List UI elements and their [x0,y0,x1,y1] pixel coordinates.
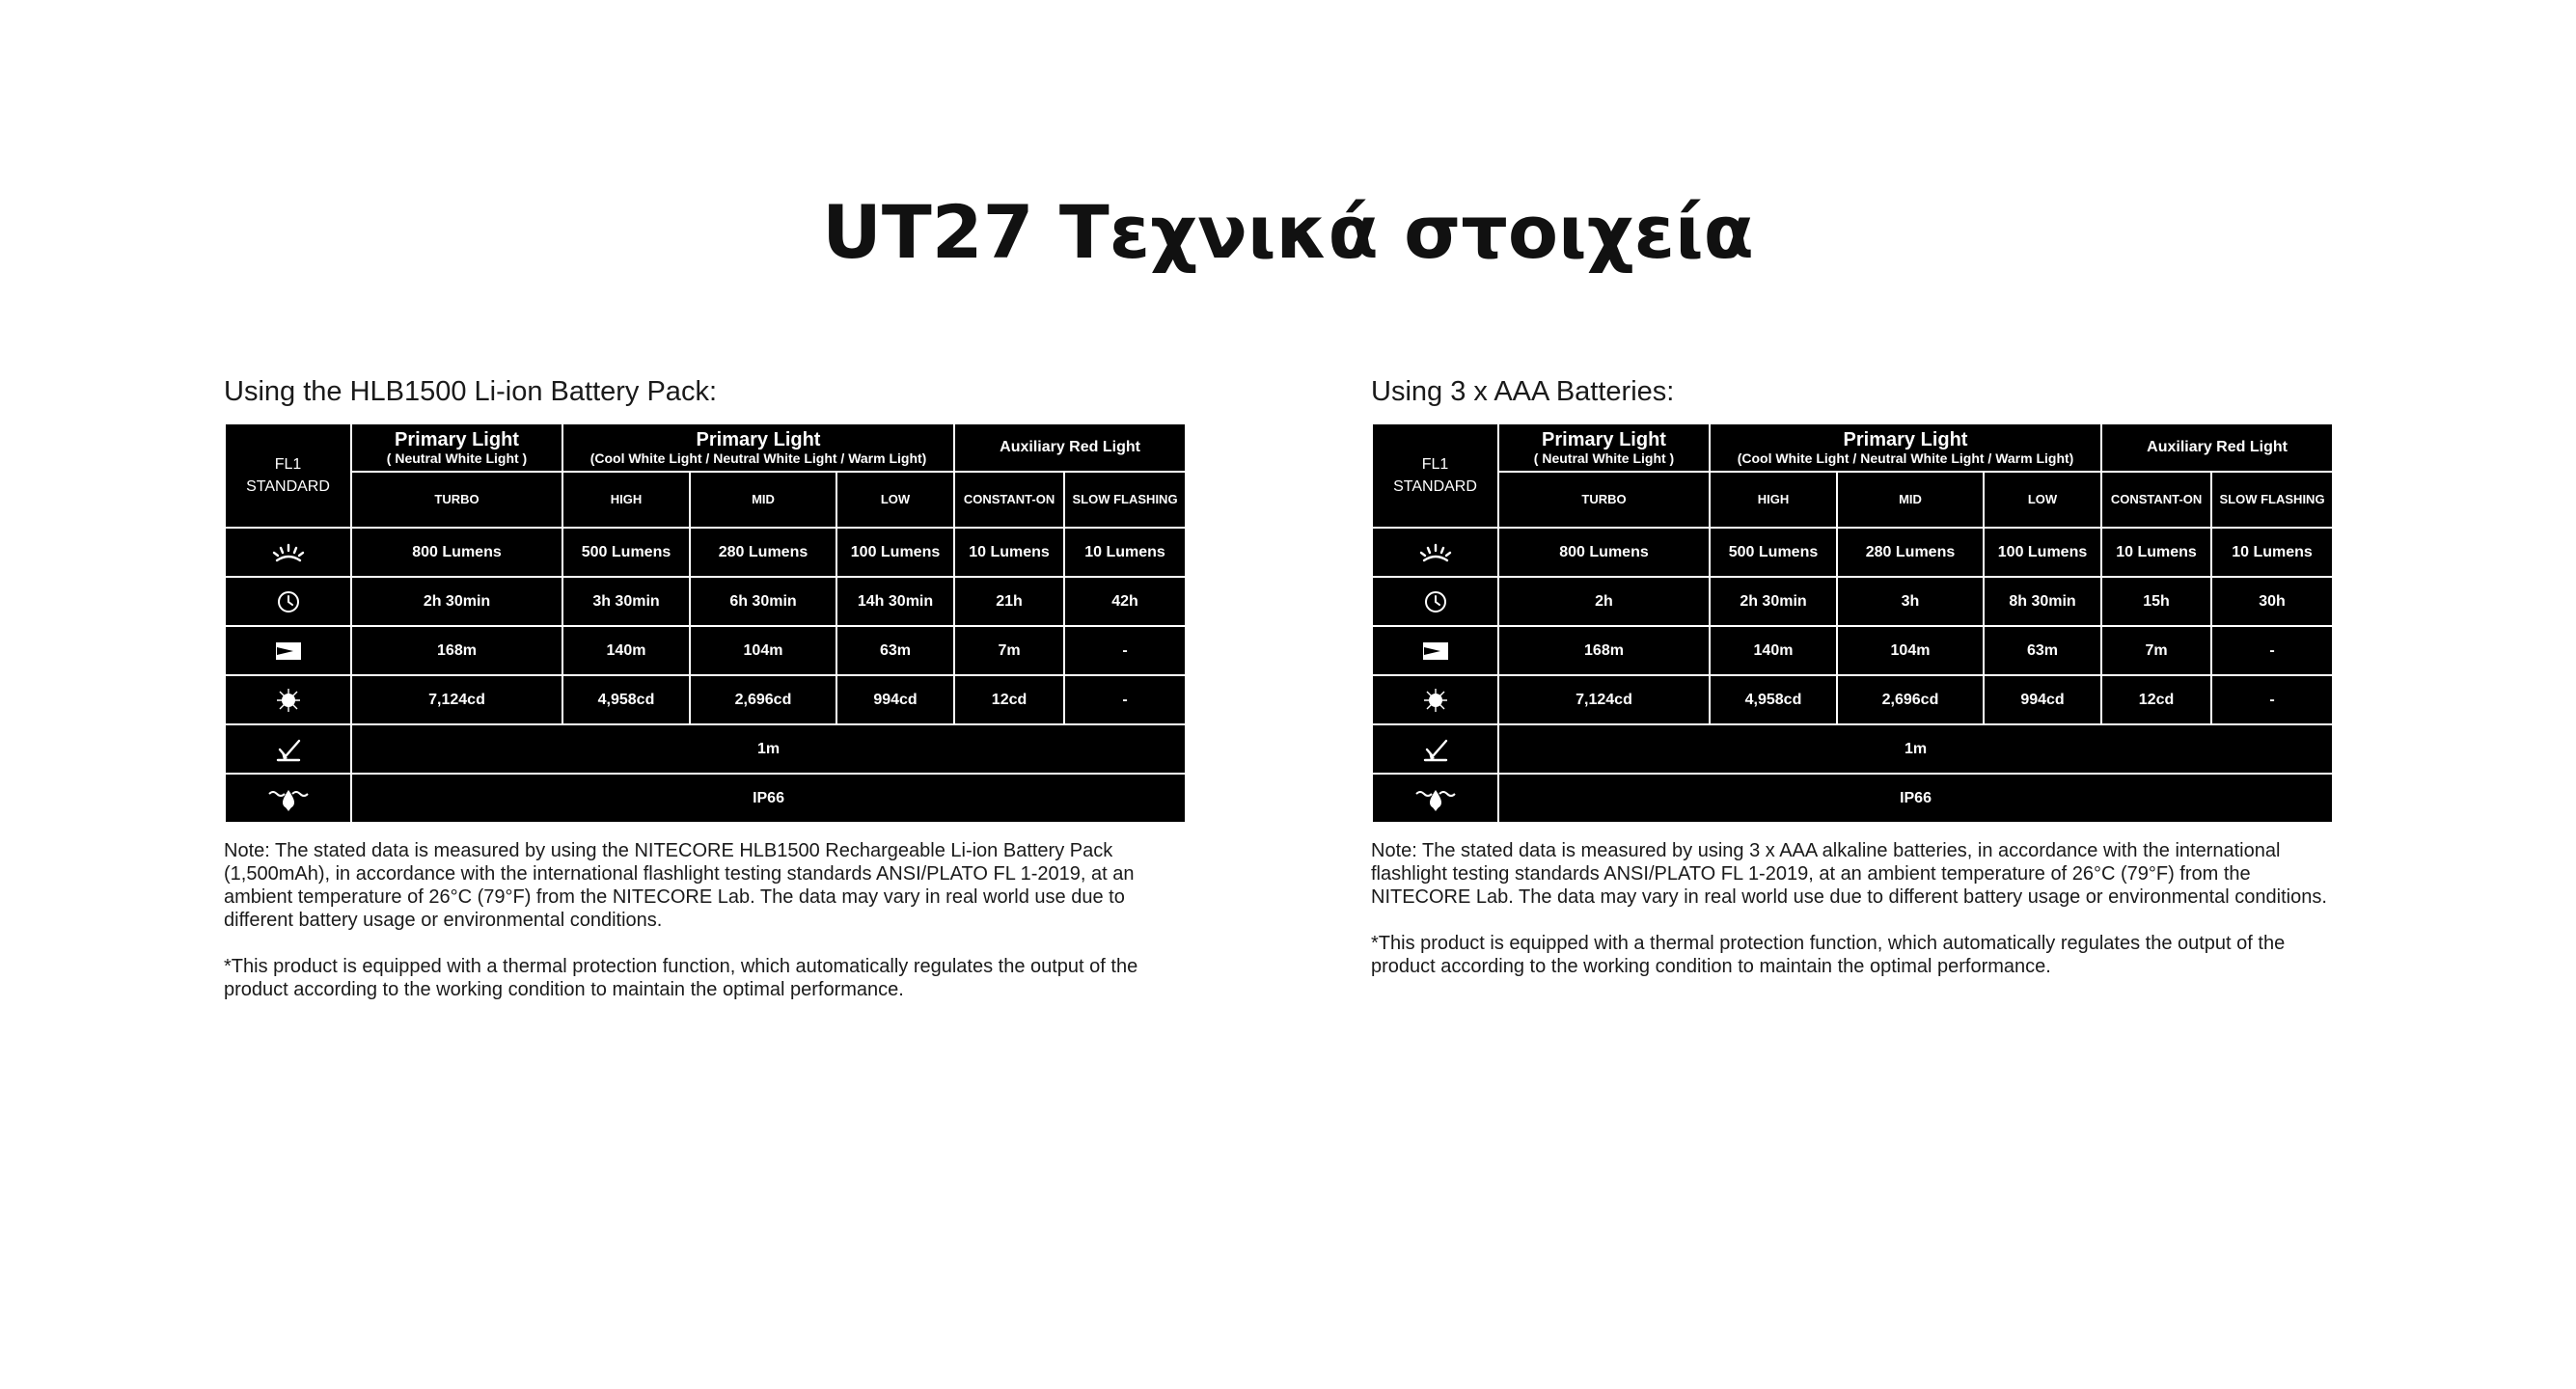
distance-cell: 168m [1498,626,1710,675]
lumens-cell: 800 Lumens [351,528,562,577]
mode-header-2: MID [1837,472,1984,528]
intensity-cell: 4,958cd [562,675,690,724]
distance-cell: 63m [1984,626,2101,675]
standard-header: FL1 STANDARD [1372,423,1498,528]
measurement-note: Note: The stated data is measured by using 3 x AAA alkaline batteries, in accordance with the international flashlight testing standards ANSI/PLATO FL 1-2019, at an ambient temperature of 26°C (79°F) from the NITECORE Lab. The data may vary in real world use due to different battery usage or environmental conditions. [1371,840,2327,908]
row-runtime [1372,577,2333,626]
spec-table-wrapper [1371,422,2325,820]
intensity-cell: 12cd [954,675,1064,724]
intensity-cell: 4,958cd [1710,675,1837,724]
primary-neutral-header: Primary Light ( Neutral White Light ) [1498,423,1710,472]
row-lumens [225,528,1186,577]
header-row [1372,423,2333,472]
intensity-cell: 7,124cd [1498,675,1710,724]
waterproof-cell: IP66 [351,774,1186,823]
runtime-cell: 2h 30min [351,577,562,626]
peak-intensity-icon [1372,675,1498,724]
distance-cell: - [2211,626,2333,675]
row-intensity [225,675,1186,724]
waterproof-cell: IP66 [1498,774,2333,823]
distance-cell: 63m [836,626,954,675]
runtime-cell: 21h [954,577,1064,626]
lumens-cell: 100 Lumens [836,528,954,577]
impact-cell: 1m [351,724,1186,774]
lumens-cell: 10 Lumens [2211,528,2333,577]
mode-header-4: CONSTANT-ON [954,472,1064,528]
mode-header-5: SLOW FLASHING [1064,472,1186,528]
mode-header-3: LOW [1984,472,2101,528]
auxiliary-red-header: Auxiliary Red Light [2101,423,2333,472]
lumens-cell: 10 Lumens [1064,528,1186,577]
header-row [225,423,1186,472]
primary-neutral-header: Primary Light ( Neutral White Light ) [351,423,562,472]
thermal-note: *This product is equipped with a thermal protection function, which automatically regulates the output of the product according to the working condition to maintain the optimal performance. [224,956,1138,1000]
lumens-cell: 100 Lumens [1984,528,2101,577]
row-lumens [1372,528,2333,577]
row-waterproof [225,774,1186,823]
distance-cell: 7m [2101,626,2211,675]
row-impact [1372,724,2333,774]
row-distance [225,626,1186,675]
lumens-cell: 10 Lumens [954,528,1064,577]
distance-cell: 104m [690,626,836,675]
row-runtime [225,577,1186,626]
beam-distance-icon [1372,626,1498,675]
waterproof-icon [225,774,351,823]
runtime-cell: 6h 30min [690,577,836,626]
mode-header-1: HIGH [562,472,690,528]
lumens-cell: 500 Lumens [562,528,690,577]
distance-cell: 140m [562,626,690,675]
row-waterproof [1372,774,2333,823]
intensity-cell: - [2211,675,2333,724]
table-subtitle: Using 3 x AAA Batteries: [1371,376,1675,407]
runtime-cell: 8h 30min [1984,577,2101,626]
notes [1371,839,2336,978]
mode-header-1: HIGH [1710,472,1837,528]
lumens-cell: 800 Lumens [1498,528,1710,577]
page-title: UT27 Τεχνικά στοιχεία [822,189,1754,275]
spec-table-wrapper [224,422,1185,820]
intensity-cell: 2,696cd [690,675,836,724]
impact-resistance-icon [1372,724,1498,774]
spec-table [224,422,1187,824]
mode-header-2: MID [690,472,836,528]
intensity-cell: - [1064,675,1186,724]
impact-resistance-icon [225,724,351,774]
mode-header-4: CONSTANT-ON [2101,472,2211,528]
primary-multi-header: Primary Light (Cool White Light / Neutral White Light / Warm Light) [562,423,954,472]
runtime-cell: 42h [1064,577,1186,626]
notes [224,839,1189,1001]
distance-cell: 168m [351,626,562,675]
measurement-note: Note: The stated data is measured by using the NITECORE HLB1500 Rechargeable Li-ion Battery Pack (1,500mAh), in accordance with the international flashlight testing standards ANSI/PLATO FL 1-2019, at an ambient temperature of 26°C (79°F) from the NITECORE Lab. The data may vary in real world use due to different battery usage or environmental conditions. [224,840,1135,931]
peak-intensity-icon [225,675,351,724]
light-output-icon [1372,528,1498,577]
runtime-cell: 30h [2211,577,2333,626]
runtime-cell: 14h 30min [836,577,954,626]
distance-cell: 7m [954,626,1064,675]
intensity-cell: 994cd [836,675,954,724]
runtime-cell: 3h [1837,577,1984,626]
thermal-note: *This product is equipped with a thermal protection function, which automatically regulates the output of the product according to the working condition to maintain the optimal performance. [1371,933,2286,977]
spec-section-1 [224,372,1189,1024]
runtime-cell: 2h [1498,577,1710,626]
waterproof-icon [1372,774,1498,823]
mode-row [225,472,1186,528]
distance-cell: 104m [1837,626,1984,675]
spec-table [1371,422,2334,824]
row-distance [1372,626,2333,675]
light-output-icon [225,528,351,577]
lumens-cell: 10 Lumens [2101,528,2211,577]
intensity-cell: 7,124cd [351,675,562,724]
runtime-cell: 15h [2101,577,2211,626]
intensity-cell: 12cd [2101,675,2211,724]
row-intensity [1372,675,2333,724]
distance-cell: 140m [1710,626,1837,675]
mode-header-5: SLOW FLASHING [2211,472,2333,528]
table-subtitle: Using the HLB1500 Li-ion Battery Pack: [224,376,717,407]
runtime-cell: 3h 30min [562,577,690,626]
lumens-cell: 500 Lumens [1710,528,1837,577]
mode-header-0: TURBO [351,472,562,528]
intensity-cell: 994cd [1984,675,2101,724]
lumens-cell: 280 Lumens [690,528,836,577]
mode-header-0: TURBO [1498,472,1710,528]
distance-cell: - [1064,626,1186,675]
lumens-cell: 280 Lumens [1837,528,1984,577]
primary-multi-header: Primary Light (Cool White Light / Neutral White Light / Warm Light) [1710,423,2101,472]
impact-cell: 1m [1498,724,2333,774]
clock-icon [1372,577,1498,626]
clock-icon [225,577,351,626]
runtime-cell: 2h 30min [1710,577,1837,626]
intensity-cell: 2,696cd [1837,675,1984,724]
spec-section-2 [1371,372,2336,1001]
mode-row [1372,472,2333,528]
beam-distance-icon [225,626,351,675]
mode-header-3: LOW [836,472,954,528]
row-impact [225,724,1186,774]
standard-header: FL1 STANDARD [225,423,351,528]
auxiliary-red-header: Auxiliary Red Light [954,423,1186,472]
